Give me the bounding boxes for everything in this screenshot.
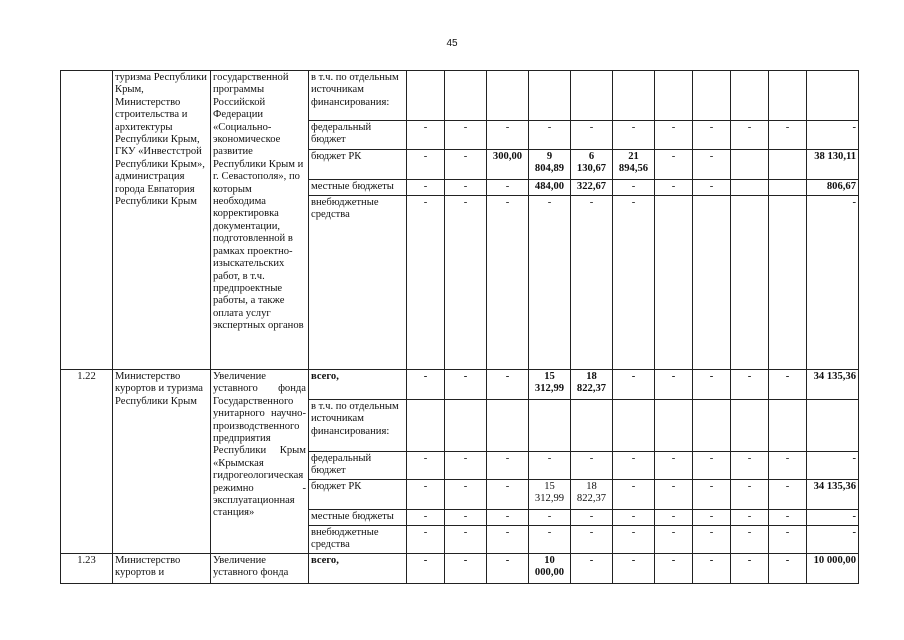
value-cell: - bbox=[407, 452, 445, 480]
value-cell: - bbox=[731, 121, 769, 150]
value-cell: 15 312,99 bbox=[529, 479, 571, 509]
value-cell: - bbox=[731, 479, 769, 509]
value-cell: - bbox=[407, 150, 445, 180]
value-cell: - bbox=[445, 525, 487, 553]
total-cell: - bbox=[807, 121, 859, 150]
total-cell: - bbox=[807, 509, 859, 525]
value-cell-empty bbox=[613, 71, 655, 121]
value-cell: - bbox=[407, 370, 445, 400]
value-cell: - bbox=[487, 553, 529, 583]
source-row-all bbox=[61, 553, 859, 583]
value-cell-empty bbox=[487, 71, 529, 121]
value-cell: - bbox=[693, 121, 731, 150]
total-cell: 34 135,36 bbox=[807, 479, 859, 509]
value-cell bbox=[769, 196, 807, 370]
value-cell-empty bbox=[807, 400, 859, 452]
executor-cell: Министерство курортов и туризма Республики Крым bbox=[113, 370, 211, 554]
value-cell bbox=[769, 150, 807, 180]
value-cell: - bbox=[769, 479, 807, 509]
value-cell-empty bbox=[571, 400, 613, 452]
value-cell: - bbox=[769, 509, 807, 525]
source-label: местные бюджеты bbox=[309, 509, 407, 525]
value-cell: - bbox=[769, 553, 807, 583]
source-label: федеральный бюджет bbox=[309, 121, 407, 150]
value-cell: - bbox=[487, 370, 529, 400]
value-cell-empty bbox=[445, 71, 487, 121]
value-cell: - bbox=[529, 196, 571, 370]
value-cell: - bbox=[613, 452, 655, 480]
value-cell: - bbox=[655, 370, 693, 400]
value-cell: 21 894,56 bbox=[613, 150, 655, 180]
value-cell: 9 804,89 bbox=[529, 150, 571, 180]
value-cell: - bbox=[655, 525, 693, 553]
value-cell: - bbox=[407, 479, 445, 509]
value-cell: - bbox=[693, 452, 731, 480]
page-number: 45 bbox=[446, 38, 458, 49]
value-cell bbox=[731, 180, 769, 196]
description-cell: Увеличение уставного фонда Государственного унитарного научно-производственного предприятия Республики Крым «Крымская гидрогеологическая режимно - эксплуатационная станция» bbox=[211, 370, 309, 554]
description-cell: государственной программы Российской Федерации «Социально-экономическое развитие Республики Крым и г. Севастополя», по которым необходима корректировка документации, подготовленной в рамках проектно-изыскательских работ, в т.ч. предпроектные работы, а также оплата услуг экспертных органов bbox=[211, 71, 309, 370]
value-cell-empty bbox=[731, 71, 769, 121]
value-cell-empty bbox=[407, 400, 445, 452]
value-cell-empty bbox=[613, 400, 655, 452]
value-cell: - bbox=[613, 525, 655, 553]
row-number: 1.23 bbox=[61, 553, 113, 583]
value-cell-empty bbox=[487, 400, 529, 452]
value-cell bbox=[655, 196, 693, 370]
value-cell: - bbox=[571, 525, 613, 553]
value-cell: - bbox=[769, 121, 807, 150]
value-cell: - bbox=[407, 509, 445, 525]
value-cell-empty bbox=[807, 71, 859, 121]
value-cell: - bbox=[613, 479, 655, 509]
value-cell-empty bbox=[731, 400, 769, 452]
source-label: внебюджетные средства bbox=[309, 525, 407, 553]
value-cell: - bbox=[693, 370, 731, 400]
value-cell: 18 822,37 bbox=[571, 479, 613, 509]
value-cell bbox=[731, 196, 769, 370]
value-cell: - bbox=[487, 479, 529, 509]
value-cell: - bbox=[529, 509, 571, 525]
value-cell: - bbox=[655, 452, 693, 480]
value-cell: - bbox=[693, 525, 731, 553]
description-cell: Увеличение уставного фонда bbox=[211, 553, 309, 583]
source-label: бюджет РК bbox=[309, 479, 407, 509]
value-cell-empty bbox=[693, 71, 731, 121]
value-cell: - bbox=[655, 150, 693, 180]
budget-table-body bbox=[61, 71, 859, 584]
budget-table bbox=[60, 70, 859, 584]
value-cell-empty bbox=[445, 400, 487, 452]
value-cell: - bbox=[407, 525, 445, 553]
source-label: бюджет РК bbox=[309, 150, 407, 180]
value-cell: - bbox=[769, 452, 807, 480]
value-cell: - bbox=[571, 121, 613, 150]
value-cell: - bbox=[445, 553, 487, 583]
value-cell: - bbox=[571, 509, 613, 525]
source-row-incl bbox=[61, 71, 859, 121]
value-cell: - bbox=[613, 370, 655, 400]
value-cell: - bbox=[693, 479, 731, 509]
total-cell: 34 135,36 bbox=[807, 370, 859, 400]
value-cell: - bbox=[731, 525, 769, 553]
value-cell: - bbox=[655, 479, 693, 509]
value-cell: - bbox=[693, 553, 731, 583]
value-cell: - bbox=[731, 452, 769, 480]
value-cell: 10 000,00 bbox=[529, 553, 571, 583]
value-cell: - bbox=[529, 525, 571, 553]
source-label: в т.ч. по отдельным источникам финансирования: bbox=[309, 71, 407, 121]
value-cell: - bbox=[529, 452, 571, 480]
value-cell: - bbox=[487, 180, 529, 196]
source-label: в т.ч. по отдельным источникам финансирования: bbox=[309, 400, 407, 452]
value-cell: - bbox=[655, 180, 693, 196]
total-cell: 806,67 bbox=[807, 180, 859, 196]
value-cell: 300,00 bbox=[487, 150, 529, 180]
value-cell: - bbox=[445, 150, 487, 180]
value-cell bbox=[769, 180, 807, 196]
value-cell: - bbox=[487, 525, 529, 553]
value-cell-empty bbox=[655, 71, 693, 121]
source-label: всего, bbox=[309, 553, 407, 583]
source-row-all bbox=[61, 370, 859, 400]
total-cell: - bbox=[807, 452, 859, 480]
value-cell: - bbox=[445, 180, 487, 196]
total-cell: 10 000,00 bbox=[807, 553, 859, 583]
value-cell bbox=[731, 150, 769, 180]
value-cell: - bbox=[613, 180, 655, 196]
value-cell: - bbox=[655, 121, 693, 150]
value-cell-empty bbox=[769, 71, 807, 121]
value-cell: 15 312,99 bbox=[529, 370, 571, 400]
value-cell: - bbox=[571, 553, 613, 583]
value-cell: - bbox=[693, 150, 731, 180]
value-cell: - bbox=[655, 509, 693, 525]
value-cell: - bbox=[731, 553, 769, 583]
value-cell-empty bbox=[529, 400, 571, 452]
value-cell: - bbox=[445, 370, 487, 400]
value-cell: - bbox=[445, 479, 487, 509]
value-cell: - bbox=[407, 121, 445, 150]
source-label: местные бюджеты bbox=[309, 180, 407, 196]
value-cell-empty bbox=[407, 71, 445, 121]
value-cell: - bbox=[487, 509, 529, 525]
value-cell: - bbox=[613, 553, 655, 583]
value-cell: - bbox=[407, 196, 445, 370]
value-cell-empty bbox=[529, 71, 571, 121]
total-cell: 38 130,11 bbox=[807, 150, 859, 180]
value-cell: - bbox=[487, 121, 529, 150]
value-cell: 6 130,67 bbox=[571, 150, 613, 180]
value-cell: - bbox=[731, 509, 769, 525]
value-cell: - bbox=[613, 509, 655, 525]
value-cell: - bbox=[693, 509, 731, 525]
value-cell: - bbox=[407, 180, 445, 196]
value-cell: 18 822,37 bbox=[571, 370, 613, 400]
value-cell: - bbox=[769, 370, 807, 400]
value-cell-empty bbox=[571, 71, 613, 121]
value-cell bbox=[693, 196, 731, 370]
value-cell: - bbox=[571, 452, 613, 480]
value-cell: 322,67 bbox=[571, 180, 613, 196]
value-cell: - bbox=[445, 121, 487, 150]
value-cell: - bbox=[445, 196, 487, 370]
row-number: 1.22 bbox=[61, 370, 113, 554]
value-cell: - bbox=[487, 196, 529, 370]
value-cell-empty bbox=[655, 400, 693, 452]
value-cell: - bbox=[445, 452, 487, 480]
value-cell: - bbox=[769, 525, 807, 553]
source-label: внебюджетные средства bbox=[309, 196, 407, 370]
value-cell: - bbox=[571, 196, 613, 370]
value-cell-empty bbox=[693, 400, 731, 452]
source-label: всего, bbox=[309, 370, 407, 400]
total-cell: - bbox=[807, 196, 859, 370]
value-cell-empty bbox=[769, 400, 807, 452]
value-cell: - bbox=[655, 553, 693, 583]
value-cell: 484,00 bbox=[529, 180, 571, 196]
row-number bbox=[61, 71, 113, 370]
executor-cell: Министерство курортов и bbox=[113, 553, 211, 583]
value-cell: - bbox=[693, 180, 731, 196]
value-cell: - bbox=[613, 196, 655, 370]
value-cell: - bbox=[731, 370, 769, 400]
value-cell: - bbox=[407, 553, 445, 583]
value-cell: - bbox=[613, 121, 655, 150]
value-cell: - bbox=[445, 509, 487, 525]
executor-cell: туризма Республики Крым, Министерство строительства и архитектуры Республики Крым, ГКУ «Инвестстрой Республики Крым», администрация города Евпатория Республики Крым bbox=[113, 71, 211, 370]
value-cell: - bbox=[487, 452, 529, 480]
source-label: федеральный бюджет bbox=[309, 452, 407, 480]
total-cell: - bbox=[807, 525, 859, 553]
value-cell: - bbox=[529, 121, 571, 150]
